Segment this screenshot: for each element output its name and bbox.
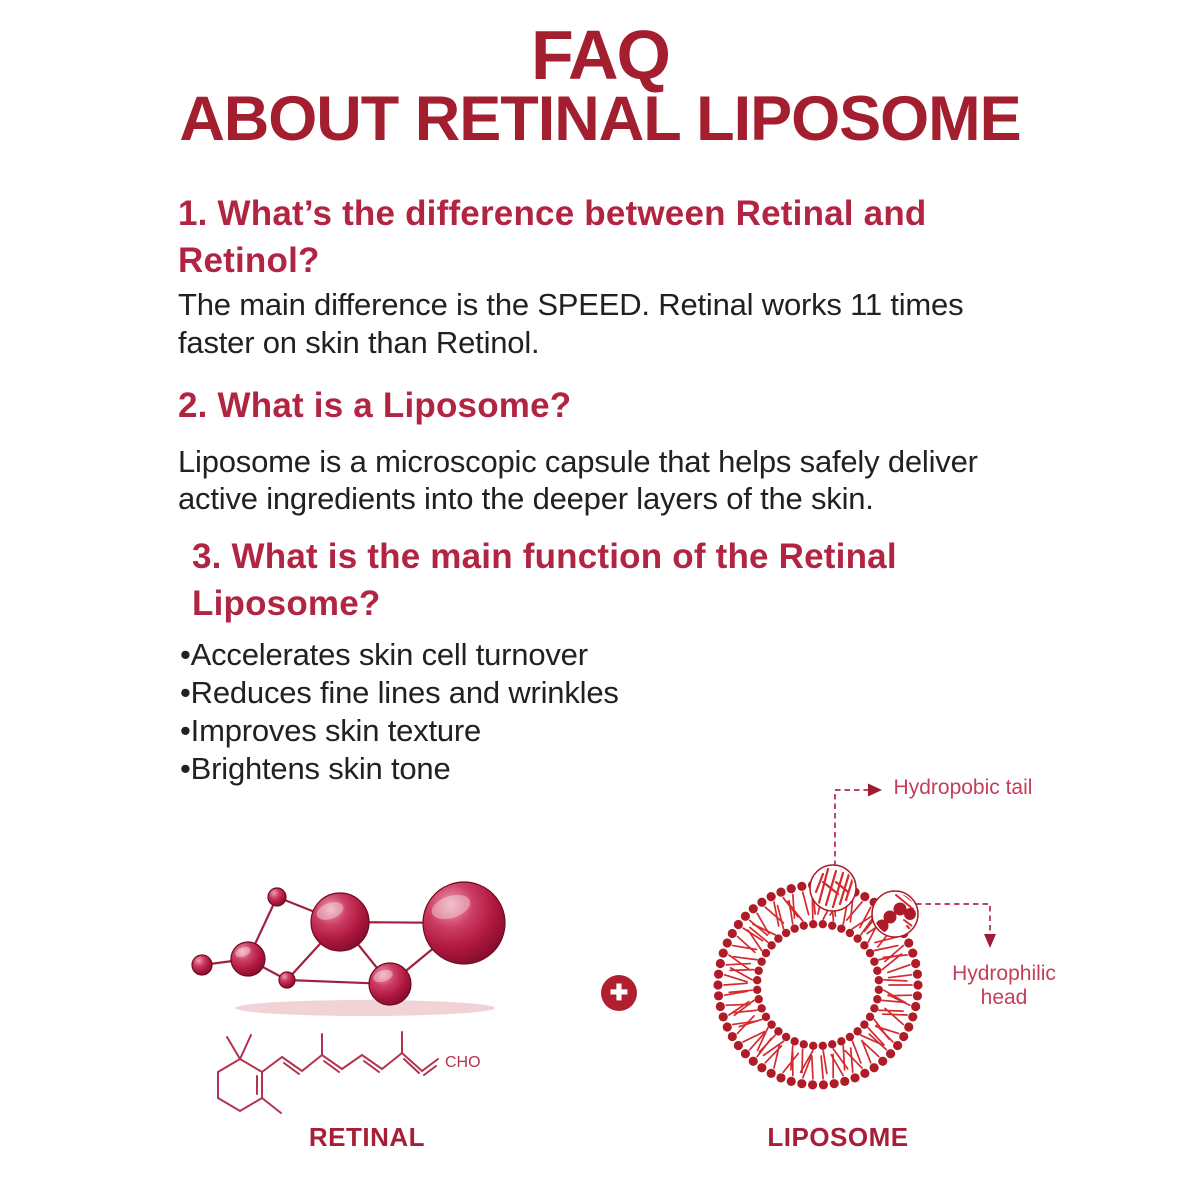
question-1 xyxy=(178,190,926,284)
answer-2 xyxy=(178,443,978,517)
faq-title: FAQ xyxy=(531,16,669,94)
question-3-line-2: Liposome? xyxy=(192,584,381,623)
answer-1-line-2: faster on skin than Retinol. xyxy=(178,325,540,360)
question-2-line-1: 2. What is a Liposome? xyxy=(178,386,572,425)
retinal-label: RETINAL xyxy=(308,1122,426,1152)
liposome-diagram xyxy=(690,762,1110,1107)
benefit-item-1: •Accelerates skin cell turnover xyxy=(180,637,588,672)
question-1-line-1: 1. What’s the difference between Retinal and xyxy=(178,194,927,233)
question-3 xyxy=(192,533,897,627)
tail-callout-arrow-icon xyxy=(868,784,882,797)
tail-callout-line xyxy=(835,790,868,866)
question-2 xyxy=(178,382,571,429)
question-3-line-1: 3. What is the main function of the Retinal xyxy=(192,537,897,576)
head-callout-line xyxy=(916,904,990,934)
retinal-molecule-illustration xyxy=(160,845,580,1135)
retinal-skeletal-formula xyxy=(218,1032,438,1113)
faq-subtitle: ABOUT RETINAL LIPOSOME xyxy=(179,84,1021,154)
benefits-list xyxy=(180,636,619,788)
benefit-item-4: •Brightens skin tone xyxy=(180,751,451,786)
head-callout-arrow-icon xyxy=(984,934,996,948)
answer-2-line-1: Liposome is a microscopic capsule that helps safely deliver xyxy=(178,444,978,479)
question-1-line-2: Retinol? xyxy=(178,241,320,280)
answer-2-line-2: active ingredients into the deeper layers of the skin. xyxy=(178,481,874,516)
hydrophilic-head-callout: Hydrophilic head xyxy=(952,962,1056,1009)
plus-icon: ✚ xyxy=(601,975,637,1011)
benefit-item-2: •Reduces fine lines and wrinkles xyxy=(180,675,619,710)
cho-formula-label: CHO xyxy=(445,1054,481,1071)
molecule-shadow xyxy=(235,1000,495,1016)
answer-1 xyxy=(178,286,963,362)
answer-1-line-1: The main difference is the SPEED. Retinal works 11 times xyxy=(178,287,964,322)
hydrophobic-tail-callout: Hydropobic tail xyxy=(893,776,1033,799)
liposome-label: LIPOSOME xyxy=(767,1122,909,1152)
benefit-item-3: •Improves skin texture xyxy=(180,713,482,748)
